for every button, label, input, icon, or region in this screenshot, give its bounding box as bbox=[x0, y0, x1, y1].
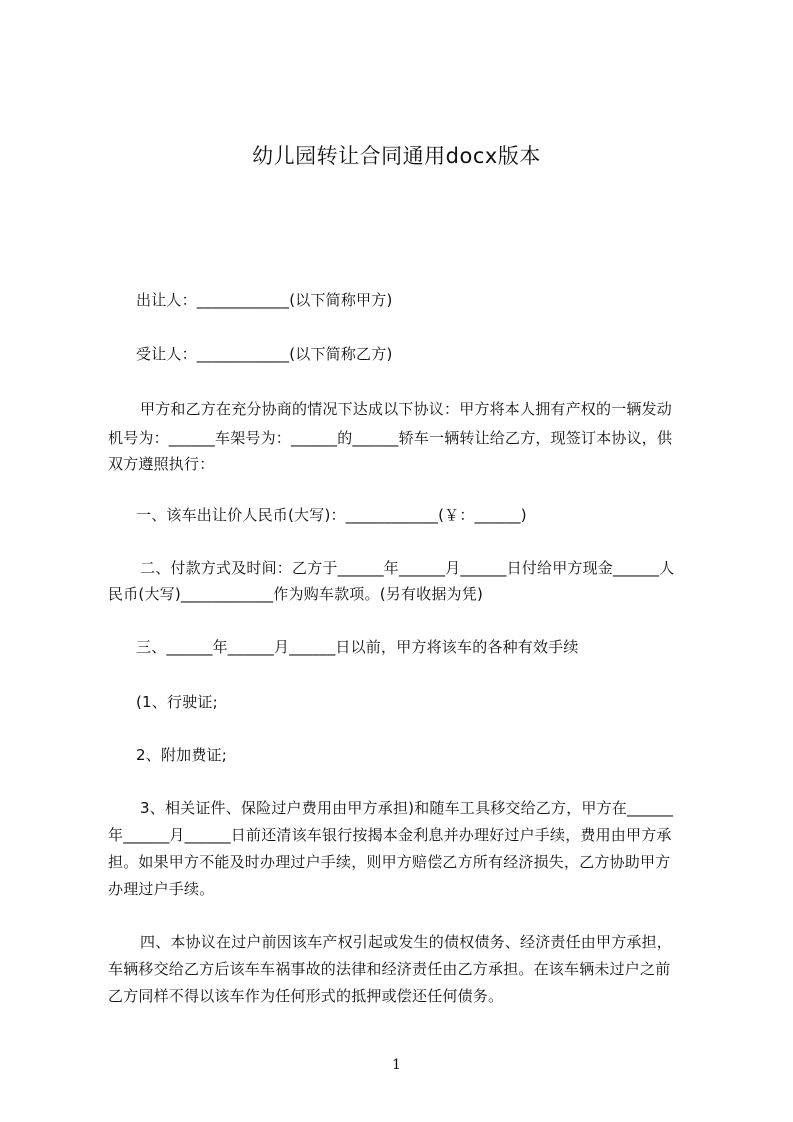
list-item-3-line-1: 3、相关证件、保险过户费用由甲方承担)和随车工具移交给乙方，甲方在______ bbox=[140, 799, 674, 817]
clause-4-line-3: 乙方同样不得以该车作为任何形式的抵押或偿还任何债务。 bbox=[108, 987, 504, 1005]
clause-2-line-2: 民币(大写)____________作为购车款项。(另有收据为凭) bbox=[108, 585, 484, 603]
clause-1: 一、该车出让价人民币(大写)：____________(￥：______) bbox=[136, 506, 527, 524]
list-item-3-line-3: 担。如果甲方不能及时办理过户手续，则甲方赔偿乙方所有经济损失，乙方协助甲方 bbox=[108, 853, 671, 871]
page-number: 1 bbox=[392, 1057, 401, 1073]
list-item-2: 2、附加费证; bbox=[136, 746, 227, 764]
intro-line-1: 甲方和乙方在充分协商的情况下达成以下协议：甲方将本人拥有产权的一辆发动 bbox=[140, 400, 673, 418]
list-item-3-line-4: 办理过户手续。 bbox=[108, 880, 215, 898]
document-title: 幼儿园转让合同通用docx版本 bbox=[252, 144, 541, 168]
transferor-line: 出让人：____________(以下简称甲方) bbox=[136, 291, 393, 309]
intro-line-3: 双方遵照执行： bbox=[108, 455, 215, 473]
intro-line-2: 机号为：______车架号为：______的______轿车一辆转让给乙方，现签订本协议，供 bbox=[108, 429, 673, 447]
clause-4-line-1: 四、本协议在过户前因该车产权引起或发生的债权债务、经济责任由甲方承担， bbox=[140, 933, 673, 951]
transferee-line: 受让人：____________(以下简称乙方) bbox=[136, 345, 393, 363]
clause-3: 三、______年______月______日以前，甲方将该车的各种有效手续 bbox=[136, 638, 579, 656]
clause-4-line-2: 车辆移交给乙方后该车车祸事故的法律和经济责任由乙方承担。在该车辆未过户之前 bbox=[108, 960, 671, 978]
list-item-3-line-2: 年______月______日前还清该车银行按揭本金利息并办理好过户手续，费用由甲方承 bbox=[108, 826, 672, 844]
clause-2-line-1: 二、付款方式及时间：乙方于______年______月______日付给甲方现金______人 bbox=[140, 559, 675, 577]
list-item-1: (1、行驶证; bbox=[136, 693, 218, 711]
